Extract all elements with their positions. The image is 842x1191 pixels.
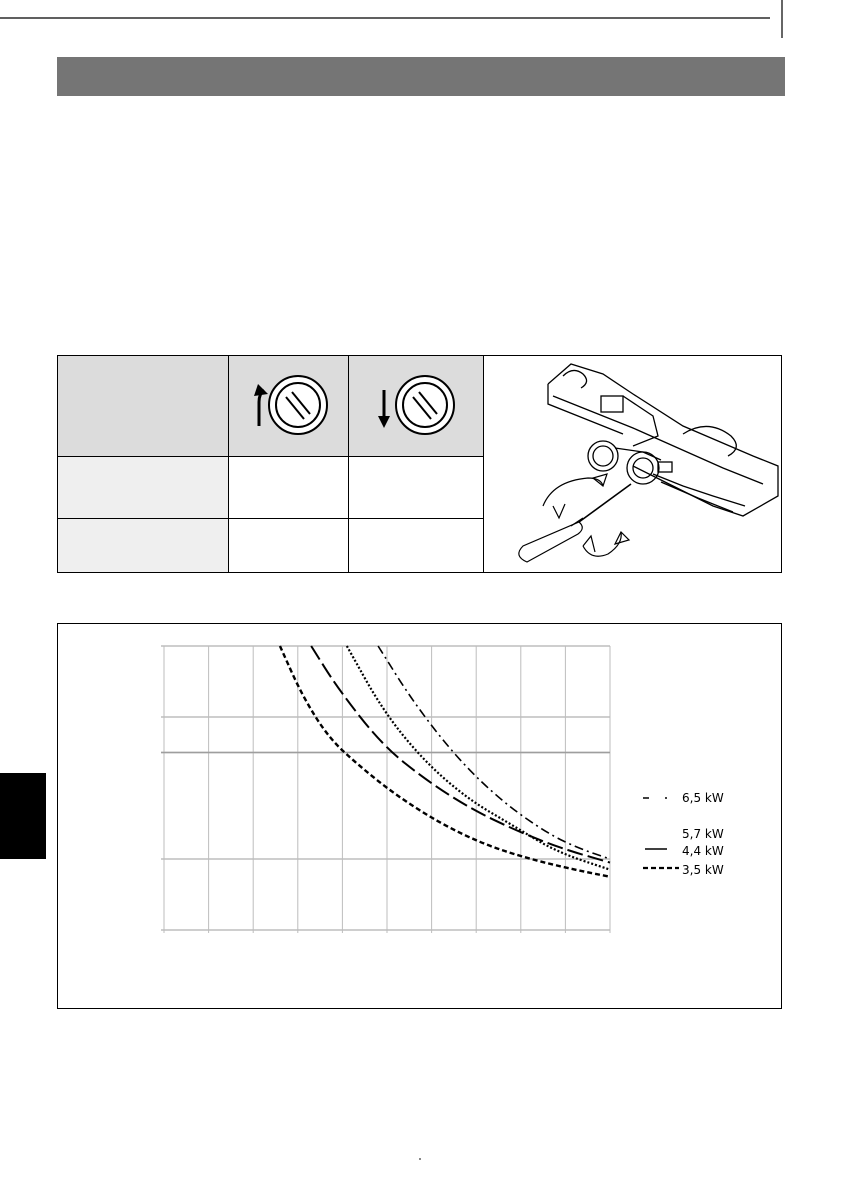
table-head-empty-cell (58, 356, 228, 456)
legend-label-5-7-kw: 5,7 kW (682, 827, 724, 841)
section-header-bar (57, 57, 785, 96)
rotate-down-adjuster-icon (348, 356, 483, 456)
page-footer-mark (419, 1158, 421, 1160)
flow-rate-graph-box (57, 623, 782, 1009)
series-line-5-7-kw (347, 646, 610, 870)
rotate-up-adjuster-icon (228, 356, 348, 456)
legend-label-6-5-kw: 6,5 kW (682, 791, 724, 805)
adjustment-table (57, 355, 782, 573)
table-head-turn-up-cell (228, 356, 348, 456)
table-row1-label-cell (58, 456, 228, 518)
table-head-turn-down-cell (348, 356, 483, 456)
series-line-3-5-kw (280, 646, 610, 877)
legend-label-3-5-kw: 3,5 kW (682, 863, 724, 877)
table-row2-label-cell (58, 518, 228, 572)
valve-screwdriver-illustration (483, 356, 781, 572)
legend-label-4-4-kw: 4,4 kW (682, 844, 724, 858)
page-top-rule (0, 0, 842, 60)
chapter-side-tab (0, 773, 46, 859)
valve-illustration-cell (483, 356, 781, 572)
